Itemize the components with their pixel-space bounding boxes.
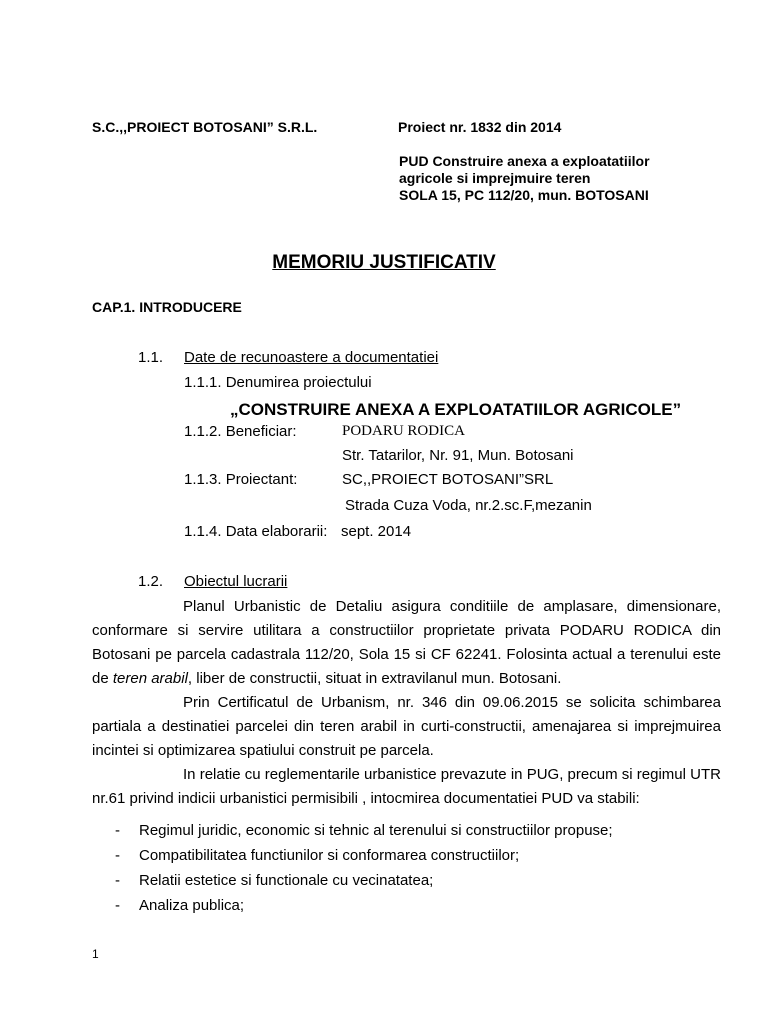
paragraph-1-italic: teren arabil xyxy=(112,670,188,687)
company-name: S.C.,,PROIECT BOTOSANI” S.R.L. xyxy=(92,119,318,135)
section-1-2-number: 1.2. xyxy=(138,573,164,590)
subsection-1-1-1: 1.1.1. Denumirea proiectului xyxy=(184,374,372,391)
project-name: „CONSTRUIRE ANEXA A EXPLOATATIILOR AGRICOLE” xyxy=(230,400,682,419)
list-item: - Relatii estetice si functionale cu vecinatatea; xyxy=(115,872,434,889)
section-1-1-title: Date de recunoastere a documentatiei xyxy=(184,349,439,366)
beneficiary-value: PODARU RODICA xyxy=(342,423,465,439)
designer-label: 1.1.3. Proiectant: xyxy=(184,471,298,488)
pud-title-line-1: PUD Construire anexa a exploatatiilor xyxy=(399,153,650,169)
date-value: sept. 2014 xyxy=(341,523,412,540)
beneficiary-address: Str. Tatarilor, Nr. 91, Mun. Botosani xyxy=(342,447,574,464)
pud-title-line-2: agricole si imprejmuire teren xyxy=(399,170,591,186)
document-title: MEMORIU JUSTIFICATIV xyxy=(272,252,496,273)
list-item: - Compatibilitatea functiunilor si conformarea constructiilor; xyxy=(115,847,520,864)
date-label: 1.1.4. Data elaborarii: xyxy=(184,523,328,540)
designer-address: Strada Cuza Voda, nr.2.sc.F,mezanin xyxy=(345,497,592,514)
list-item: - Regimul juridic, economic si tehnic al terenului si constructiilor propuse; xyxy=(115,822,613,839)
beneficiary-label: 1.1.2. Beneficiar: xyxy=(184,423,297,440)
pud-title-line-3: SOLA 15, PC 112/20, mun. BOTOSANI xyxy=(399,187,649,203)
section-1-2-body xyxy=(92,595,721,811)
designer-value: SC,,PROIECT BOTOSANI”SRL xyxy=(342,471,554,488)
project-number: Proiect nr. 1832 din 2014 xyxy=(398,119,562,135)
paragraph-3: In relatie cu reglementarile urbanistice prevazute in PUG, precum si regimul UTR nr.61 privind indicii urbanistici permisibili , intocmirea documentatiei PUD va stabili: xyxy=(92,766,721,807)
paragraph-2: Prin Certificatul de Urbanism, nr. 346 din 09.06.2015 se solicita schimbarea partiala a destinatiei parcelei din teren arabil in curti-constructii, amenajarea si imprejmuirea incintei si optimizarea spatiului construit pe parcela. xyxy=(92,694,721,759)
chapter-heading: CAP.1. INTRODUCERE xyxy=(92,299,242,315)
section-1-1-number: 1.1. xyxy=(138,349,164,366)
section-1-2-title: Obiectul lucrarii xyxy=(184,573,288,590)
list-item: - Analiza publica; xyxy=(115,897,245,914)
page-number: 1 xyxy=(92,947,99,961)
paragraph-1: Planul Urbanistic de Detaliu asigura conditiile de amplasare, dimensionare, conformare si servire utilitara a constructiilor proprietate privata PODARU RODICA din Botosani pe parcela cadastrala 112/20, Sola 15 si CF 62241. Folosinta actual a terenului este de teren arabil, liber de constructii, situat in extravilanul mun. Botosani. xyxy=(92,598,721,687)
